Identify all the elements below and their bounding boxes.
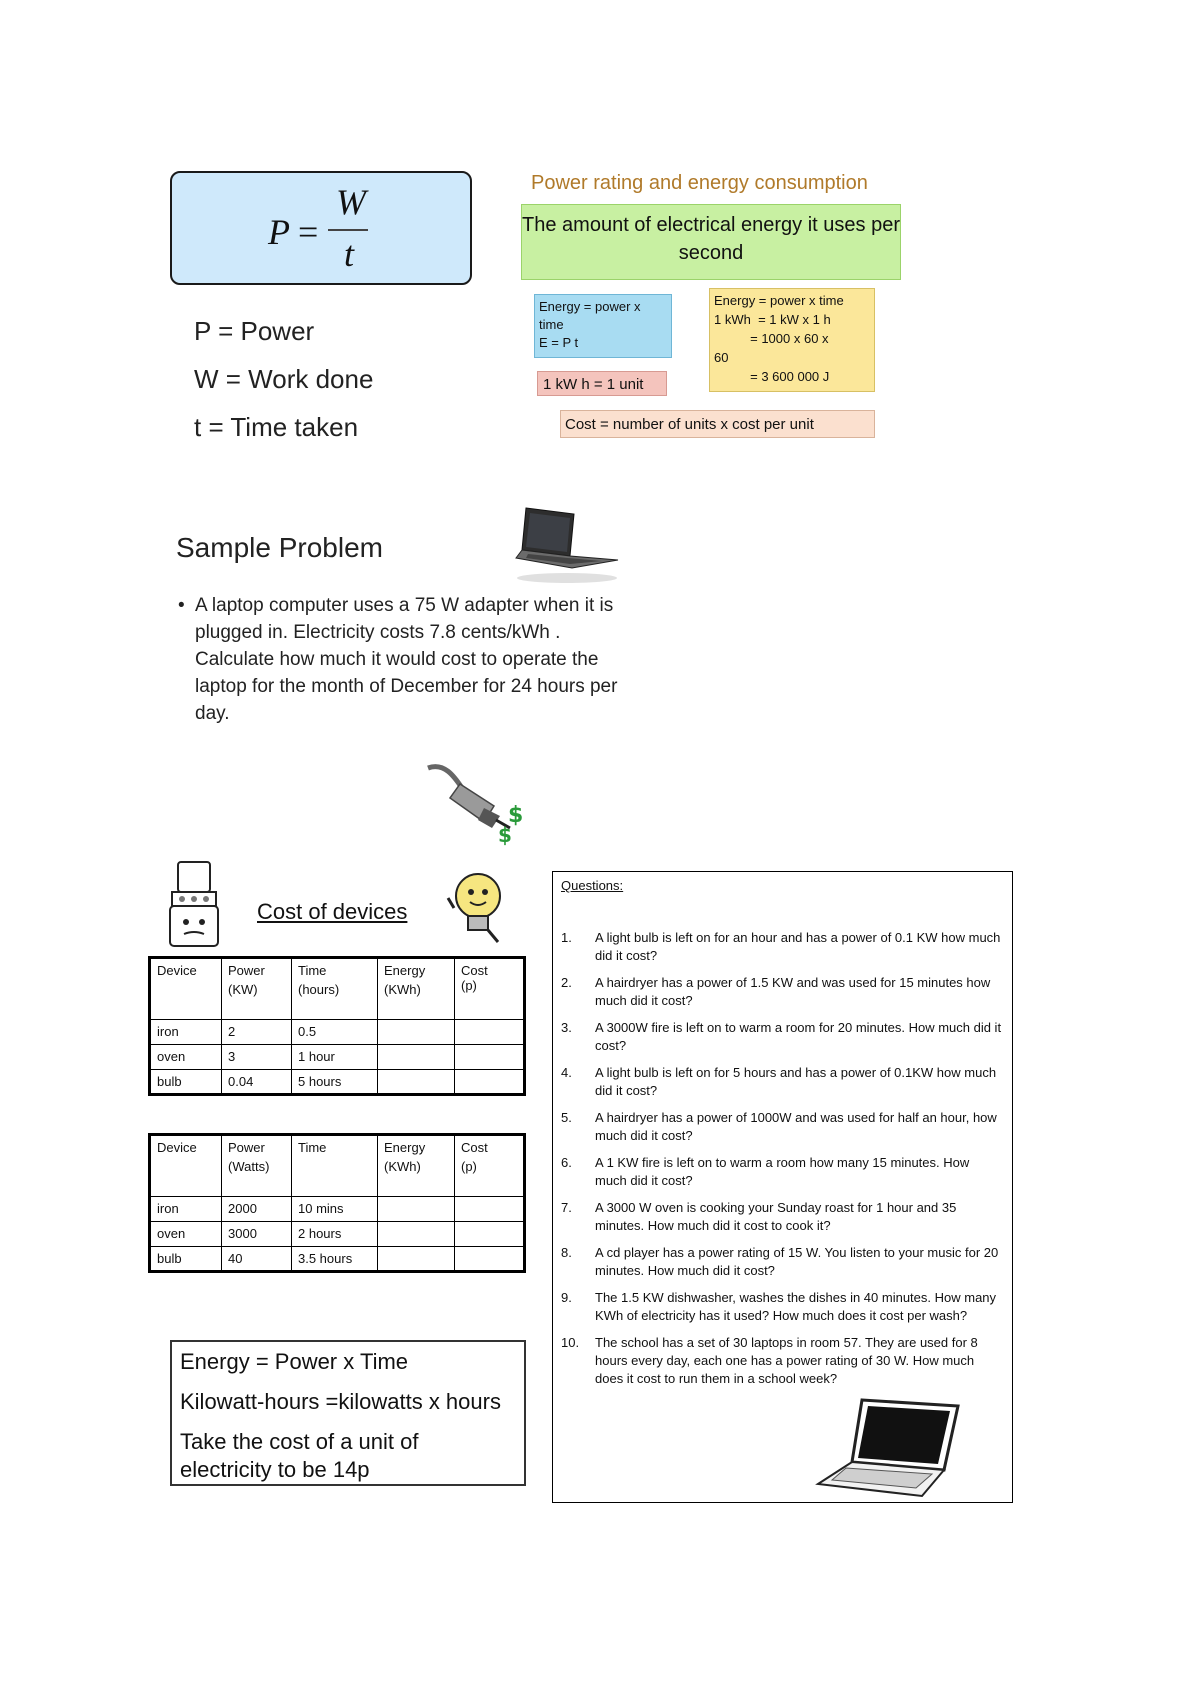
laptop-icon	[512, 506, 622, 586]
question-item: 2. A hairdryer has a power of 1.5 KW and was used for 15 minutes how much did it cost?	[561, 975, 991, 1008]
kwh-line: 60	[714, 350, 729, 365]
cell-time: 10 mins	[292, 1197, 378, 1222]
formula-denominator: t	[344, 234, 355, 274]
kwh-line: Energy = power x time	[714, 293, 844, 308]
header-cost: Cost (p)	[455, 1135, 525, 1197]
cell-time: 0.5	[292, 1020, 378, 1045]
cell-energy[interactable]	[378, 1070, 455, 1095]
cell-power: 3000	[222, 1222, 292, 1247]
question-item: 1. A light bulb is left on for an hour and has a power of 0.1 KW how much did it cost?	[561, 930, 1001, 963]
header-power: Power (Watts)	[222, 1135, 292, 1197]
power-formula-box	[170, 171, 472, 285]
power-rating-definition: The amount of electrical energy it uses per second	[521, 204, 901, 280]
energy-equation-symbol: E = P t	[539, 335, 579, 350]
cell-energy[interactable]	[378, 1020, 455, 1045]
open-laptop-icon	[812, 1396, 962, 1500]
cell-cost[interactable]	[455, 1197, 525, 1222]
energy-equation-text: Energy = power x time	[539, 299, 641, 332]
plug-icon	[424, 762, 540, 847]
cell-device: oven	[150, 1045, 222, 1070]
question-item: 5. A hairdryer has a power of 1000W and was used for half an hour, how much did it cost?	[561, 1110, 997, 1143]
question-item: 9. The 1.5 KW dishwasher, washes the dishes in 40 minutes. How many KWh of electricity has it used? How much does it cost per wash?	[561, 1290, 997, 1323]
cell-power: 3	[222, 1045, 292, 1070]
table-row	[150, 1020, 525, 1045]
svg-text:$: $	[508, 803, 524, 828]
table-header-row	[150, 1135, 525, 1197]
questions-title: Questions:	[561, 878, 624, 893]
cell-device: bulb	[150, 1070, 222, 1095]
bullet: •	[178, 595, 185, 616]
power-formula	[268, 181, 378, 277]
header-device: Device	[150, 958, 222, 1020]
sample-problem-body: A laptop computer uses a 75 W adapter when it is plugged in. Electricity costs 7.8 cents/kWh . Calculate how much it would cost to operate the laptop for the month of December for 24 hours per day.	[195, 595, 618, 724]
cell-cost[interactable]	[455, 1045, 525, 1070]
table-row	[150, 1247, 525, 1272]
formula-numerator: W	[336, 182, 366, 222]
question-item: 3. A 3000W fire is left on to warm a room for 20 minutes. How much did it cost?	[561, 1020, 1002, 1053]
header-power: Power (KW)	[222, 958, 292, 1020]
cell-energy[interactable]	[378, 1045, 455, 1070]
question-item: 4. A light bulb is left on for 5 hours and has a power of 0.1KW how much did it cost?	[561, 1065, 997, 1098]
cell-power: 2000	[222, 1197, 292, 1222]
sample-problem-text	[178, 592, 618, 727]
table-row	[150, 1197, 525, 1222]
sample-problem-title: Sample Problem	[176, 532, 383, 563]
devices-table-watts	[148, 1133, 526, 1273]
unit-box: 1 kW h = 1 unit	[537, 371, 667, 396]
question-item: 7. A 3000 W oven is cooking your Sunday roast for 1 hour and 35 minutes. How much did it cost to cook it?	[561, 1200, 957, 1233]
cell-time: 5 hours	[292, 1070, 378, 1095]
fraction-line	[328, 229, 368, 231]
cooker-icon	[166, 860, 222, 950]
formula-lhs: P	[268, 212, 290, 252]
summary-unit-cost: Take the cost of a unit of electricity to be 14p	[180, 1429, 419, 1482]
cell-cost[interactable]	[455, 1020, 525, 1045]
definition-work: W = Work done	[194, 364, 374, 394]
cell-device: oven	[150, 1222, 222, 1247]
question-item: 6. A 1 KW fire is left on to warm a room how many 15 minutes. How much did it cost?	[561, 1155, 970, 1188]
header-time: Time (hours)	[292, 958, 378, 1020]
table-row	[150, 1222, 525, 1247]
cell-power: 40	[222, 1247, 292, 1272]
formula-equals: =	[298, 212, 319, 252]
cell-device: iron	[150, 1020, 222, 1045]
definition-power: P = Power	[194, 316, 315, 346]
formula-summary-box	[170, 1340, 526, 1486]
cell-power: 2	[222, 1020, 292, 1045]
cell-cost[interactable]	[455, 1247, 525, 1272]
header-time: Time	[292, 1135, 378, 1197]
cell-device: iron	[150, 1197, 222, 1222]
cell-energy[interactable]	[378, 1247, 455, 1272]
cell-time: 3.5 hours	[292, 1247, 378, 1272]
cell-energy[interactable]	[378, 1197, 455, 1222]
question-item: 10. The school has a set of 30 laptops in room 57. They are used for 8 hours every day, each one has a power rating of 30 W. How much does it cost to run them in a school week?	[561, 1335, 978, 1386]
cell-device: bulb	[150, 1247, 222, 1272]
devices-table-kw	[148, 956, 526, 1096]
cell-power: 0.04	[222, 1070, 292, 1095]
summary-kwh: Kilowatt-hours =kilowatts x hours	[180, 1389, 501, 1414]
header-energy: Energy (KWh)	[378, 958, 455, 1020]
kwh-line: 1 kWh = 1 kW x 1 h	[714, 312, 831, 327]
kwh-conversion-box	[709, 288, 875, 392]
table-row	[150, 1045, 525, 1070]
definition-time: t = Time taken	[194, 412, 359, 442]
cell-cost[interactable]	[455, 1070, 525, 1095]
question-item: 8. A cd player has a power rating of 15 W. You listen to your music for 20 minutes. How much did it cost?	[561, 1245, 999, 1278]
cell-cost[interactable]	[455, 1222, 525, 1247]
svg-text:$: $	[498, 823, 512, 847]
cell-energy[interactable]	[378, 1222, 455, 1247]
table-row	[150, 1070, 525, 1095]
cost-of-devices-title: Cost of devices	[257, 899, 408, 924]
header-energy: Energy (KWh)	[378, 1135, 455, 1197]
light-bulb-icon	[444, 868, 508, 946]
header-cost: Cost (p)	[455, 958, 525, 1020]
kwh-line: = 3 600 000 J	[714, 369, 830, 384]
cell-time: 2 hours	[292, 1222, 378, 1247]
header-device: Device	[150, 1135, 222, 1197]
cell-time: 1 hour	[292, 1045, 378, 1070]
cost-formula-box: Cost = number of units x cost per unit	[560, 410, 875, 438]
kwh-line: = 1000 x 60 x	[714, 331, 829, 346]
table-header-row	[150, 958, 525, 1020]
energy-equation-box	[534, 294, 672, 358]
power-rating-title: Power rating and energy consumption	[531, 172, 868, 194]
summary-energy: Energy = Power x Time	[180, 1349, 409, 1374]
